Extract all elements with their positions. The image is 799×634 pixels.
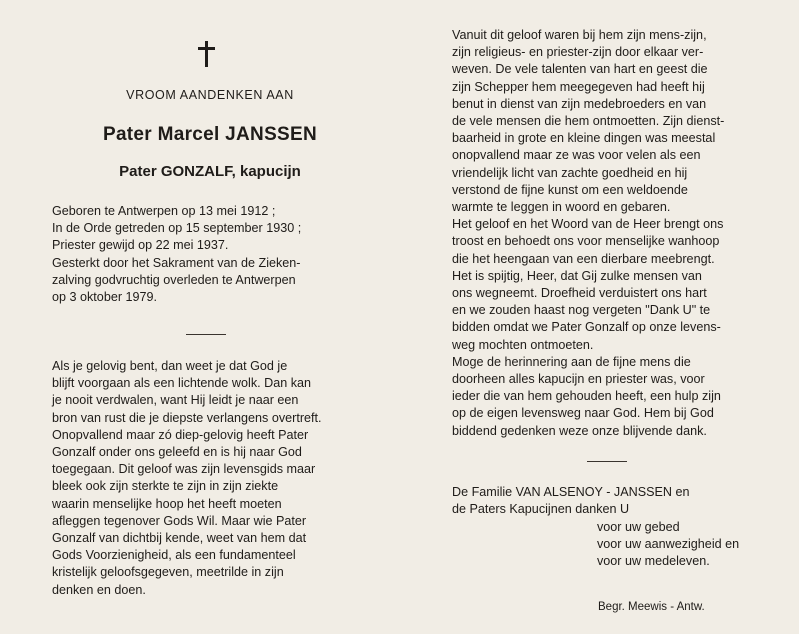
text-line: voor uw gebed — [597, 520, 680, 534]
reflection-text-left — [52, 358, 322, 599]
text-line: zijn religieus- en priester-zijn door elkaar ver- — [452, 45, 704, 60]
memorial-header: VROOM AANDENKEN AAN — [126, 88, 294, 102]
deceased-name: Pater Marcel JANSSEN — [102, 124, 318, 145]
divider — [186, 334, 226, 335]
text-line: warmte te leggen in woord en gebaren. — [452, 200, 671, 215]
thanks-list — [597, 519, 739, 571]
text-line: de vele mensen die hem ontmoetten. Zijn dienst- — [452, 114, 725, 129]
text-line: op 3 oktober 1979. — [52, 290, 158, 305]
reflection-text-right — [452, 27, 724, 440]
text-line: onopvallend maar ze was voor velen als een — [452, 148, 701, 163]
text-line: voor uw medeleven. — [597, 554, 710, 569]
text-line: en we zouden haast nog vergeten "Dank U" te — [452, 303, 711, 318]
divider — [587, 461, 627, 462]
text-line: biddend gedenken weze onze blijvende dank. — [452, 423, 707, 438]
religious-name: Pater GONZALF, kapucijn — [119, 163, 301, 180]
text-line: bron van rust die je diepste verlangens overtreft. — [52, 410, 322, 425]
text-line: zijn Schepper hem meegegeven had heeft hij — [452, 79, 705, 94]
text-line: toegegaan. Dit geloof was zijn levensgids maar — [52, 462, 316, 477]
text-line: op de eigen levensweg naar God. Hem bij God — [452, 406, 714, 421]
text-line: troost en behoedt ons voor menselijke wanhoop — [452, 234, 720, 249]
text-line: vriendelijk licht van zachte goedheid en hij — [452, 165, 688, 180]
text-line: denken en doen. — [52, 582, 146, 597]
text-line: doorheen alles kapucijn en priester was, voor — [452, 372, 705, 387]
text-line: In de Orde getreden op 15 september 1930 ; — [52, 221, 302, 236]
text-line: de Paters Kapucijnen danken U — [452, 502, 630, 517]
text-line: Gonzalf van dichtbij kende, weet van hem dat — [52, 531, 307, 546]
text-line: zalving godvruchtig overleden te Antwerpen — [52, 272, 296, 287]
text-line: afleggen tegenover Gods Wil. Maar wie Pater — [52, 513, 307, 528]
text-line: waarin menselijke hoop het heeft moeten — [52, 496, 282, 511]
text-line: je nooit verdwalen, want Hij leidt je naar een — [52, 393, 299, 408]
text-line: Als je gelovig bent, dan weet je dat God je — [52, 359, 288, 373]
text-line: Het is spijtig, Heer, dat Gij zulke mensen van — [452, 268, 702, 283]
text-line: Het geloof en het Woord van de Heer brengt ons — [452, 217, 724, 232]
text-line: Onopvallend maar zó diep-gelovig heeft Pater — [52, 427, 309, 442]
biography — [52, 203, 301, 306]
text-line: ieder die van hem gehouden heeft, een hulp zijn — [452, 389, 721, 404]
text-line: weven. De vele talenten van hart en geest die — [452, 62, 708, 77]
text-line: kristelijk geloofsgegeven, meetrilde in zijn — [52, 565, 284, 580]
text-line: Moge de herinnering aan de fijne mens die — [452, 354, 691, 369]
text-line: Vanuit dit geloof waren bij hem zijn mens-zijn, — [452, 28, 707, 42]
text-line: ons wegneemt. Droefheid verduistert ons hart — [452, 286, 707, 301]
text-line: Gonzalf onder ons geleefd en is hij naar God — [52, 445, 302, 460]
text-line: De Familie VAN ALSENOY - JANSSEN en — [452, 485, 690, 499]
text-line: verstond de fijne kunst om een weldoende — [452, 182, 688, 197]
latin-cross-icon — [196, 41, 216, 67]
text-line: Priester gewijd op 22 mei 1937. — [52, 238, 229, 253]
thanks-text — [452, 484, 690, 518]
text-line: Gesterkt door het Sakrament van de Zieken- — [52, 255, 301, 270]
text-line: weg mochten ontmoeten. — [452, 337, 594, 352]
text-line: bleek ook zijn sterkte te zijn in zijn ziekte — [52, 479, 279, 494]
text-line: Geboren te Antwerpen op 13 mei 1912 ; — [52, 204, 276, 218]
text-line: voor uw aanwezigheid en — [597, 537, 740, 552]
text-line: baarheid in grote en kleine dingen was meestal — [452, 131, 716, 146]
text-line: die het heengaan van een dierbare meebrengt. — [452, 251, 715, 266]
text-line: bidden omdat we Pater Gonzalf op onze levens- — [452, 320, 721, 335]
text-line: Gods Voorzienigheid, als een fundamenteel — [52, 548, 296, 563]
text-line: benut in dienst van zijn medebroeders en van — [452, 96, 707, 111]
printer-credit: Begr. Meewis - Antw. — [598, 601, 705, 613]
text-line: blijft voorgaan als een lichtende wolk. Dan kan — [52, 376, 312, 391]
